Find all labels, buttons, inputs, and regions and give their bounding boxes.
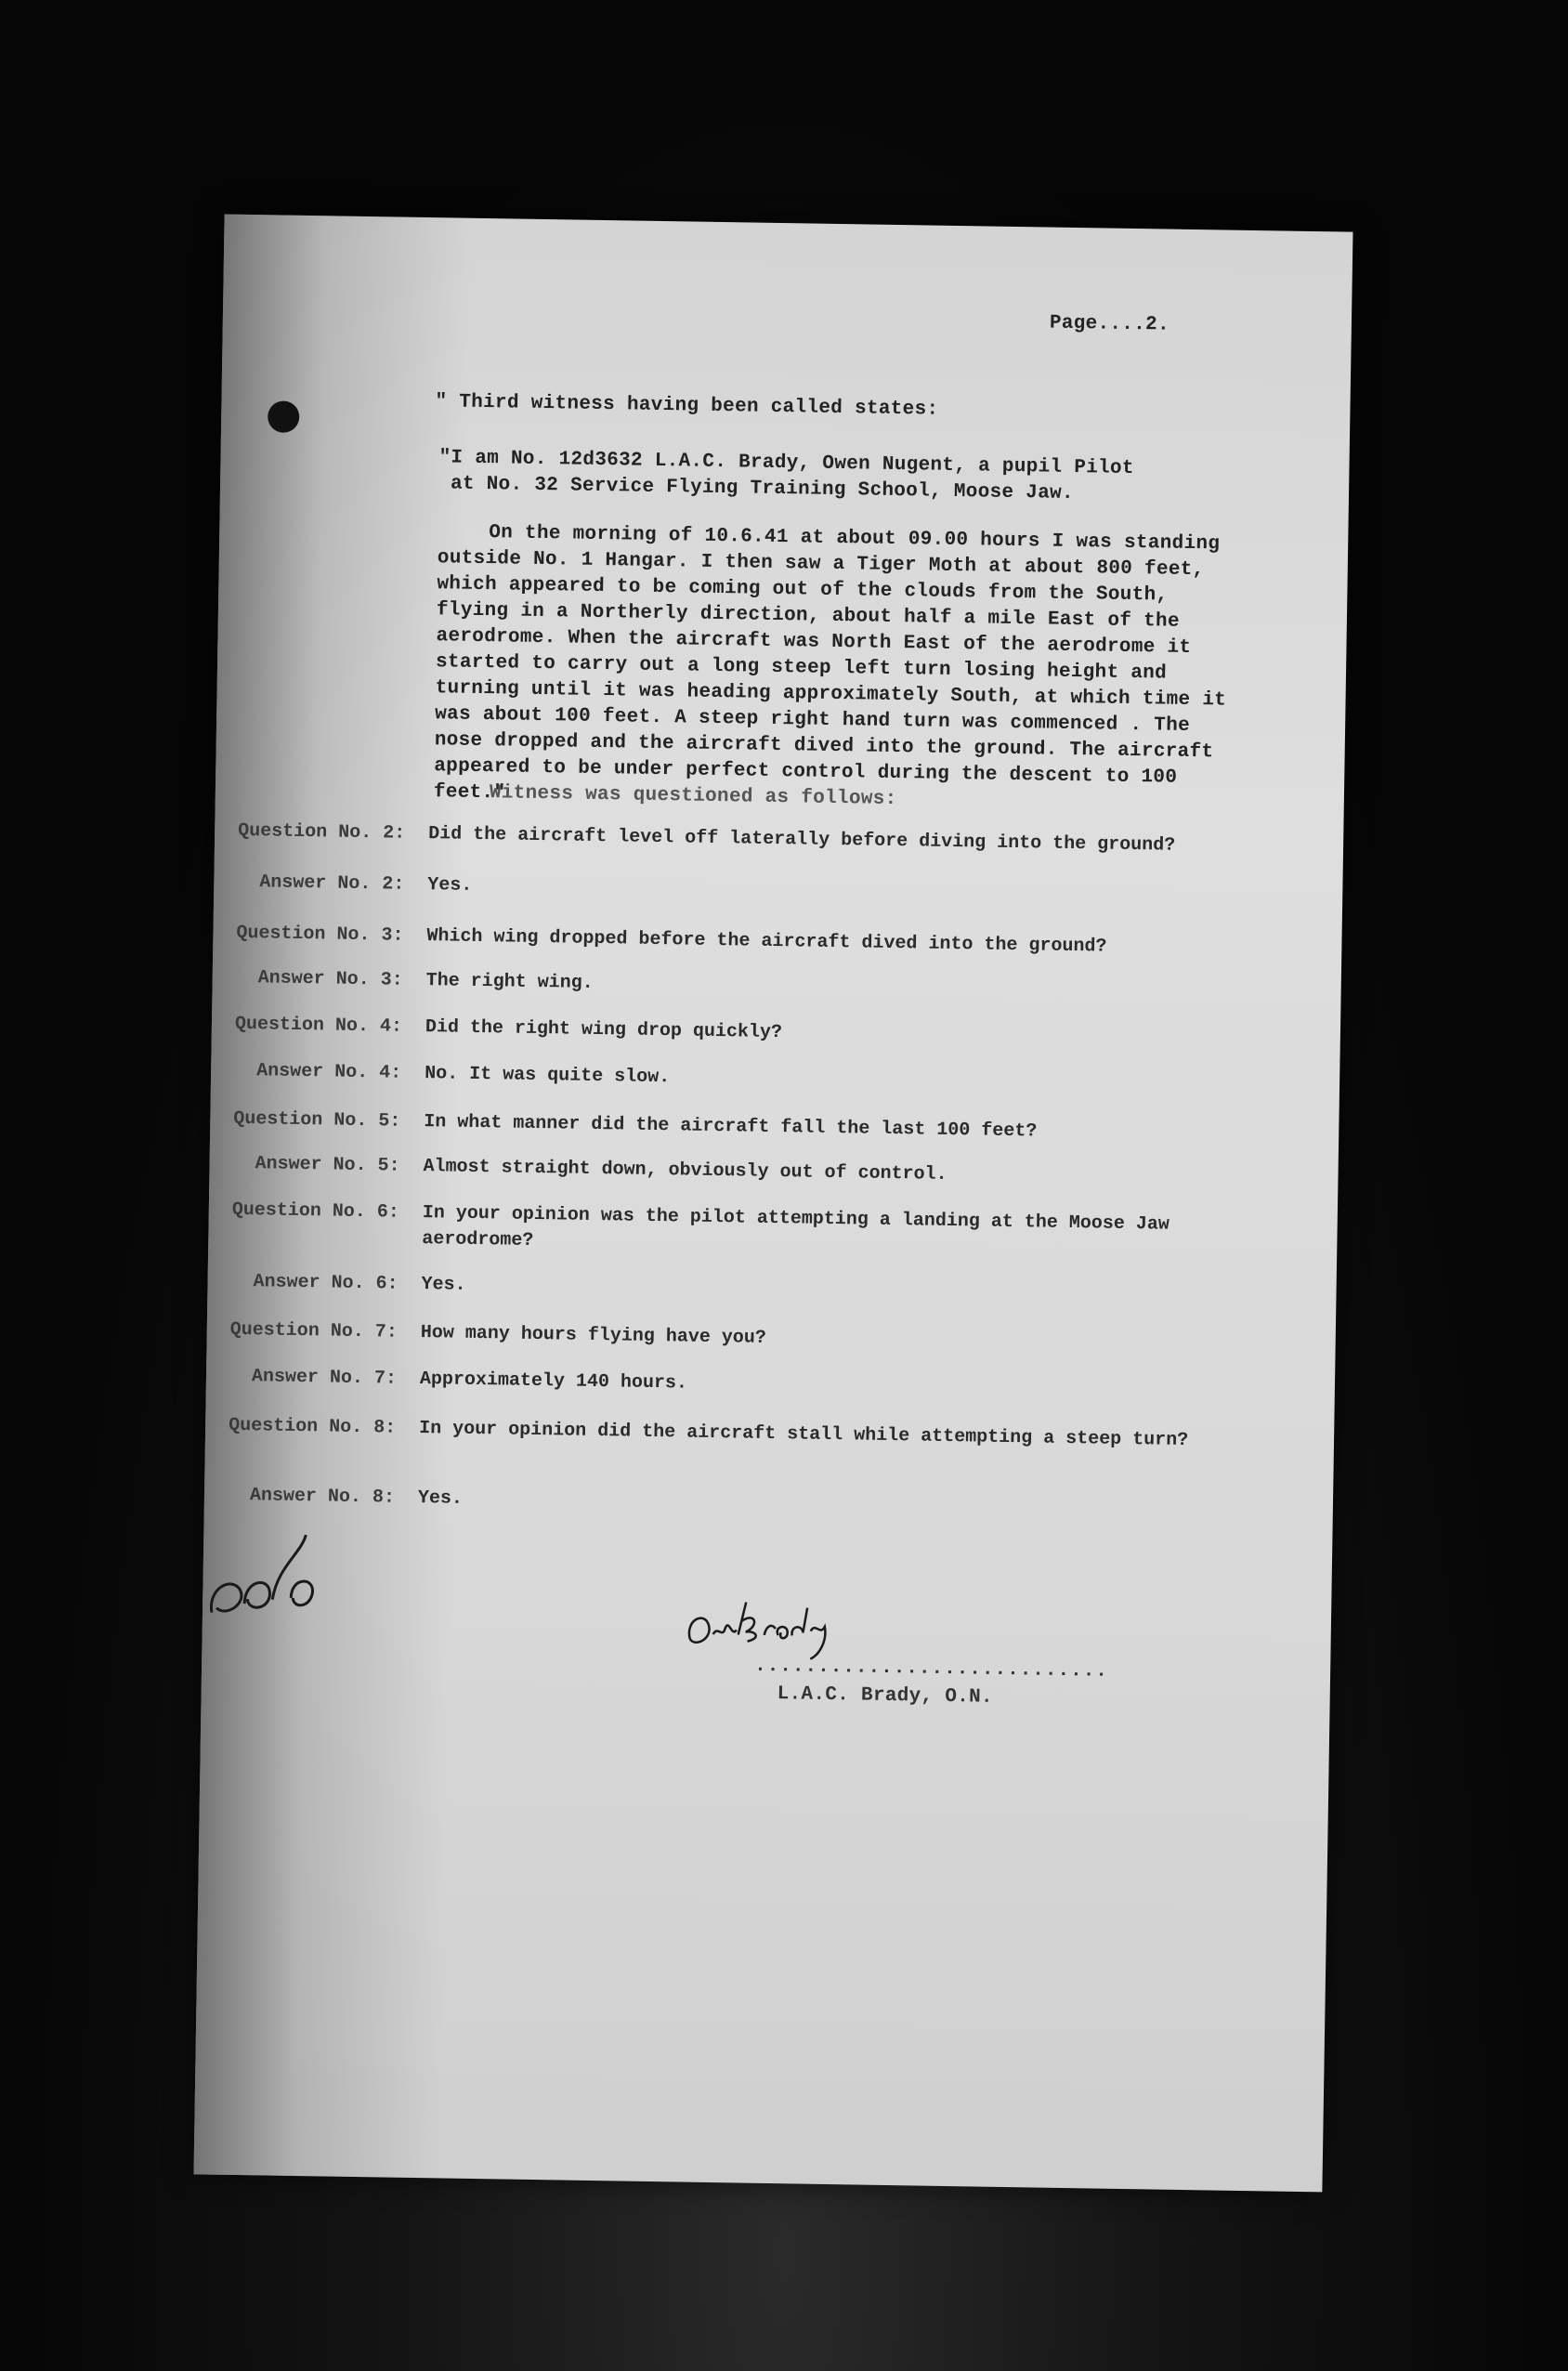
qa-label: Question No. 6: <box>231 1199 399 1224</box>
qa-label: Answer No. 4: <box>255 1060 402 1084</box>
qa-text: No. It was quite slow. <box>424 1063 671 1089</box>
signature-line: ............................ <box>753 1655 1109 1683</box>
qa-text: Almost straight down, obviously out of control. <box>423 1156 947 1186</box>
qa-text: In what manner did the aircraft fall the last 100 feet? <box>424 1111 1038 1143</box>
qa-text: Yes. <box>427 874 473 897</box>
qa-text: In your opinion did the aircraft stall while attempting a steep turn? <box>418 1418 1189 1452</box>
qa-label: Answer No. 3: <box>257 967 403 991</box>
qa-label: Answer No. 2: <box>259 871 405 896</box>
initials-signature <box>203 1524 353 1628</box>
qa-label: Answer No. 7: <box>251 1366 398 1390</box>
qa-label: Question No. 5: <box>233 1107 401 1133</box>
examined-line: Witness was questioned as follows: <box>489 782 897 811</box>
qa-text: Yes. <box>421 1274 466 1296</box>
witness-heading: " Third witness having been called states: <box>435 391 939 421</box>
statement-body: On the morning of 10.6.41 at about 09.00 hours I was standing outside No. 1 Hangar. I then saw a Tiger Moth at about 800 feet, which appeared to be coming out of the clouds from the South, flying in a Northerly direction, about half a mile East of the aerodrome. When the aircraft was North East of the aerodrome it started to carry out a long steep left turn losing height and turning until it was heading approximately South, at which time it was about 100 feet. A steep right hand turn was commenced . The nose dropped and the aircraft dived into the ground. The aircraft appeared to be under perfect control during the descent to 100 feet." <box>433 522 1227 805</box>
statement-intro: "I am No. 12d3632 L.A.C. Brady, Owen Nugent, a pupil Pilot at No. 32 Service Flying Training School, Moose Jaw. <box>438 447 1134 504</box>
qa-text: Which wing dropped before the aircraft dived into the ground? <box>426 925 1107 958</box>
qa-label: Question No. 2: <box>238 819 406 845</box>
qa-text: Approximately 140 hours. <box>419 1369 688 1395</box>
page-number: Page....2. <box>1049 312 1170 336</box>
qa-text: Yes. <box>417 1487 464 1510</box>
qa-label: Question No. 4: <box>234 1013 403 1038</box>
qa-label: Answer No. 6: <box>253 1271 399 1295</box>
qa-text: Did the aircraft level off laterally before diving into the ground? <box>428 823 1176 857</box>
qa-label: Question No. 8: <box>228 1414 397 1439</box>
qa-label: Answer No. 5: <box>255 1153 400 1177</box>
qa-text: The right wing. <box>425 970 594 994</box>
qa-label: Question No. 3: <box>236 922 404 947</box>
punch-hole <box>268 400 300 433</box>
document-page <box>194 215 1353 2193</box>
qa-text: Did the right wing drop quickly? <box>425 1016 783 1044</box>
qa-text: In your opinion was the pilot attempting a landing at the Moose Jaw aerodrome? <box>422 1202 1170 1251</box>
signed-name: L.A.C. Brady, O.N. <box>777 1683 994 1709</box>
qa-label: Question No. 7: <box>229 1318 398 1343</box>
qa-label: Answer No. 8: <box>249 1485 396 1509</box>
qa-text: How many hours flying have you? <box>420 1322 766 1349</box>
